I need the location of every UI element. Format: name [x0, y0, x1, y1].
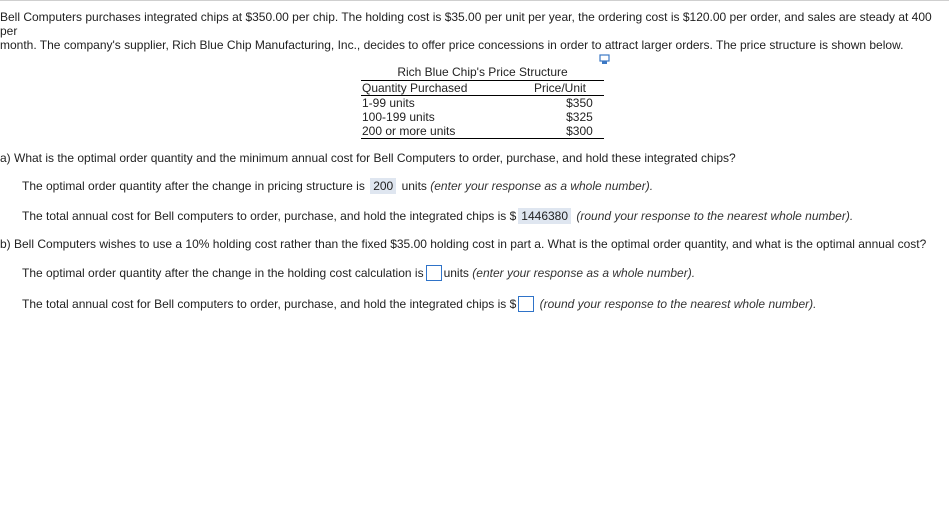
price-cell: $300 [495, 124, 604, 139]
part-b-q1-units: units [443, 266, 469, 280]
quantity-cell: 100-199 units [362, 110, 435, 124]
table-row [361, 96, 604, 111]
part-a-order-quantity-answer[interactable]: 200 [370, 178, 396, 194]
price-cell: $325 [566, 110, 593, 124]
intro-line-1: Bell Computers purchases integrated chips at $350.00 per chip. The holding cost is $35.00 per unit per year, the ordering cost is $120.00 per order, and sales are steady at 400 per [0, 10, 932, 38]
problem-statement [0, 10, 945, 52]
part-b-q1-prefix: The optimal order quantity after the change in the holding cost calculation is [22, 266, 424, 280]
part-b-total-cost-input[interactable] [518, 296, 534, 312]
part-b-q1 [22, 265, 695, 281]
table-row [361, 124, 604, 139]
part-b-q2-hint: (round your response to the nearest whole number). [539, 297, 817, 311]
part-a-q1-units: units [401, 179, 427, 193]
price-cell: $350 [566, 96, 593, 110]
quantity-cell: 1-99 units [362, 96, 415, 110]
part-a-q2-hint: (round your response to the nearest whole number). [576, 209, 854, 223]
table-title: Rich Blue Chip's Price Structure [361, 65, 604, 81]
table-header-row [361, 81, 604, 96]
price-structure-table [361, 65, 604, 139]
part-a-q2 [22, 208, 853, 224]
part-a-question: a) What is the optimal order quantity and the minimum annual cost for Bell Computers to order, purchase, and hold these integrated chips? [0, 151, 736, 165]
table-row [361, 110, 604, 124]
part-b-order-quantity-input[interactable] [426, 265, 442, 281]
part-a-total-cost-answer[interactable]: 1446380 [518, 208, 571, 224]
header-quantity: Quantity Purchased [361, 81, 495, 96]
intro-line-2: month. The company's supplier, Rich Blue Chip Manufacturing, Inc., decides to offer price concessions in order to attract larger orders. The price structure is shown below. [0, 38, 904, 52]
part-b-q2 [22, 296, 816, 312]
part-a-q1-hint: (enter your response as a whole number). [430, 179, 654, 193]
price-table-grid [361, 81, 604, 139]
top-divider [0, 0, 949, 1]
quantity-cell: 200 or more units [361, 124, 495, 139]
part-b-question: b) Bell Computers wishes to use a 10% holding cost rather than the fixed $35.00 holding cost in part a. What is the optimal order quantity, and what is the optimal annual cost? [0, 237, 927, 251]
part-a-q1 [22, 178, 653, 194]
header-price: Price/Unit [495, 81, 604, 96]
part-a-q1-prefix: The optimal order quantity after the change in pricing structure is [22, 179, 365, 193]
part-b-q2-prefix: The total annual cost for Bell computers to order, purchase, and hold the integrated chips is $ [22, 297, 517, 311]
part-a-q2-prefix: The total annual cost for Bell computers to order, purchase, and hold the integrated chips is $ [22, 209, 517, 223]
part-b-q1-hint: (enter your response as a whole number). [472, 266, 696, 280]
copy-icon[interactable] [599, 54, 610, 65]
